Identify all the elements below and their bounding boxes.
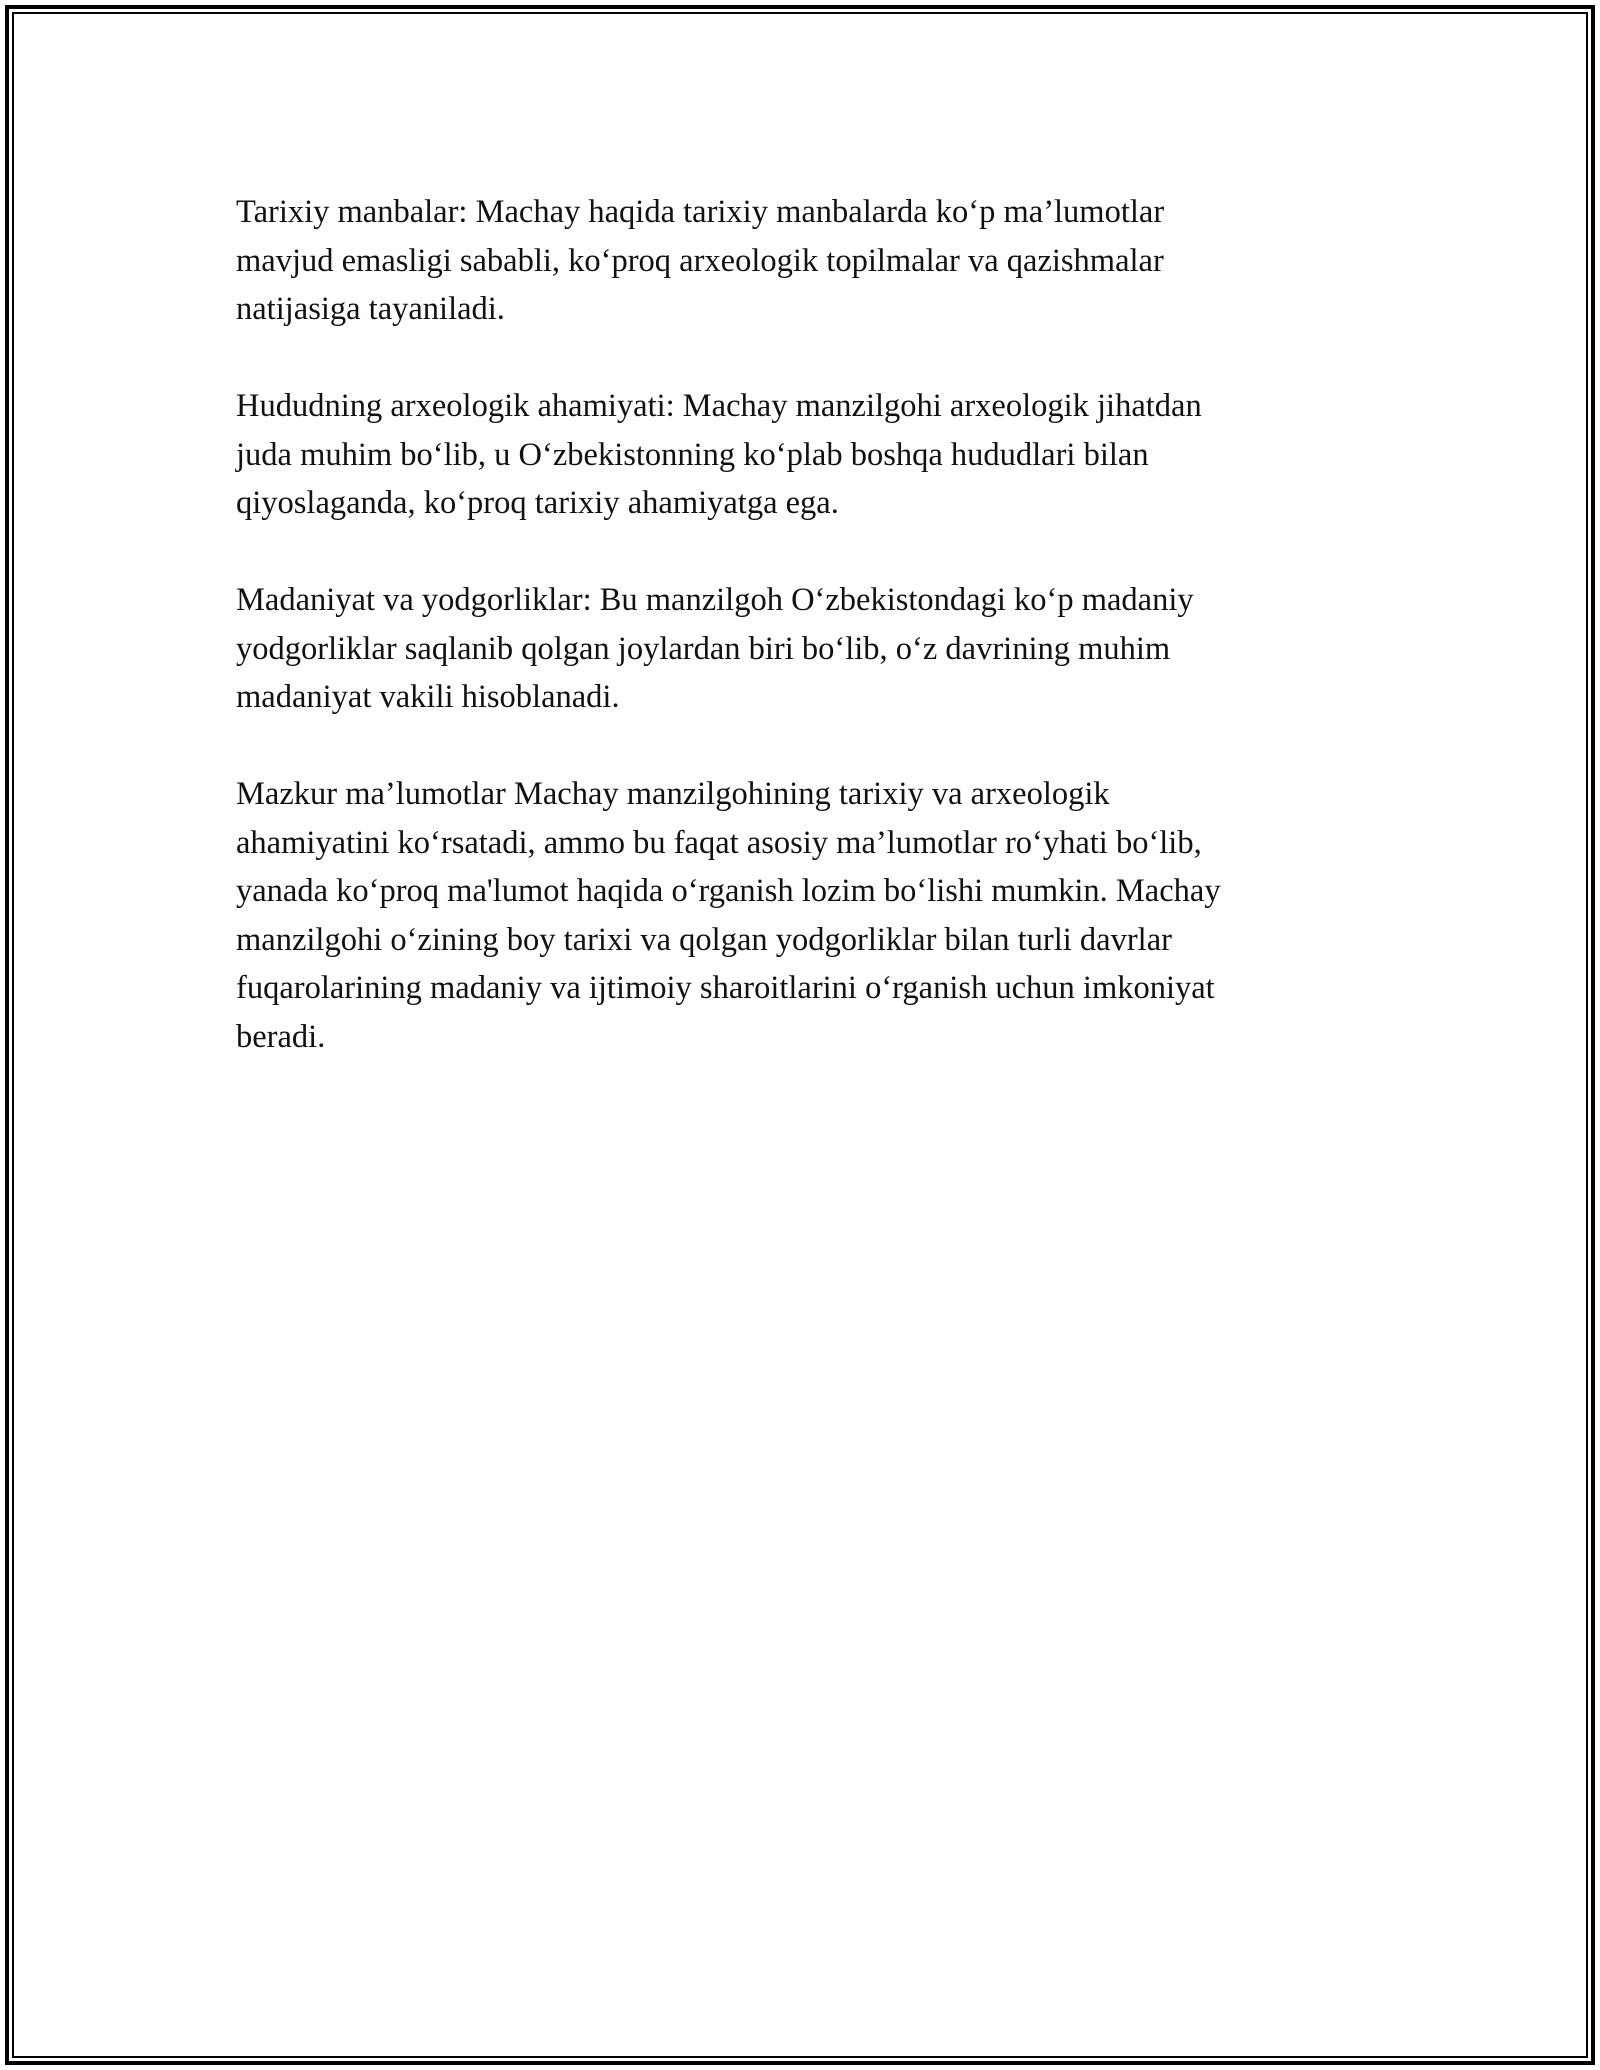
text-line: beradi. [236, 1018, 326, 1055]
text-line: yodgorliklar saqlanib qolgan joylardan biri bo‘lib, o‘z davrining muhim [236, 630, 1171, 667]
paragraph-hududning-ahamiyati [236, 382, 1366, 528]
paragraph-mazkur-malumotlar [236, 770, 1366, 1061]
text-line: madaniyat vakili hisoblanadi. [236, 679, 620, 715]
text-line: fuqarolarining madaniy va ijtimoiy sharoitlarini o‘rganish uchun imkoniyat [236, 970, 1215, 1006]
text-line: Mazkur ma’lumotlar Machay manzilgohining tarixiy va arxeologik [236, 776, 1110, 812]
text-line: yanada ko‘proq ma'lumot haqida o‘rganish lozim bo‘lishi mumkin. Machay [236, 873, 1221, 909]
text-line: juda muhim bo‘lib, u O‘zbekistonning ko‘plab boshqa hududlari bilan [236, 436, 1149, 473]
paragraph-tarixiy-manbalar [236, 188, 1366, 334]
text-line: natijasiga tayaniladi. [236, 291, 505, 327]
page-body [236, 188, 1366, 1110]
text-line: ahamiyatini ko‘rsatadi, ammo bu faqat asosiy ma’lumotlar ro‘yhati bo‘lib, [236, 824, 1202, 861]
text-line: manzilgohi o‘zining boy tarixi va qolgan yodgorliklar bilan turli davrlar [236, 921, 1172, 958]
text-line: Tarixiy manbalar: Machay haqida tarixiy manbalarda ko‘p ma’lumotlar [236, 194, 1165, 230]
text-line: mavjud emasligi sababli, ko‘proq arxeologik topilmalar va qazishmalar [236, 242, 1164, 279]
paragraph-madaniyat-yodgorliklar [236, 576, 1366, 722]
text-line: Hududning arxeologik ahamiyati: Machay manzilgohi arxeologik jihatdan [236, 388, 1202, 424]
text-line: Madaniyat va yodgorliklar: Bu manzilgoh O‘zbekistondagi ko‘p madaniy [236, 582, 1194, 618]
text-line: qiyoslaganda, ko‘proq tarixiy ahamiyatga ega. [236, 485, 839, 521]
